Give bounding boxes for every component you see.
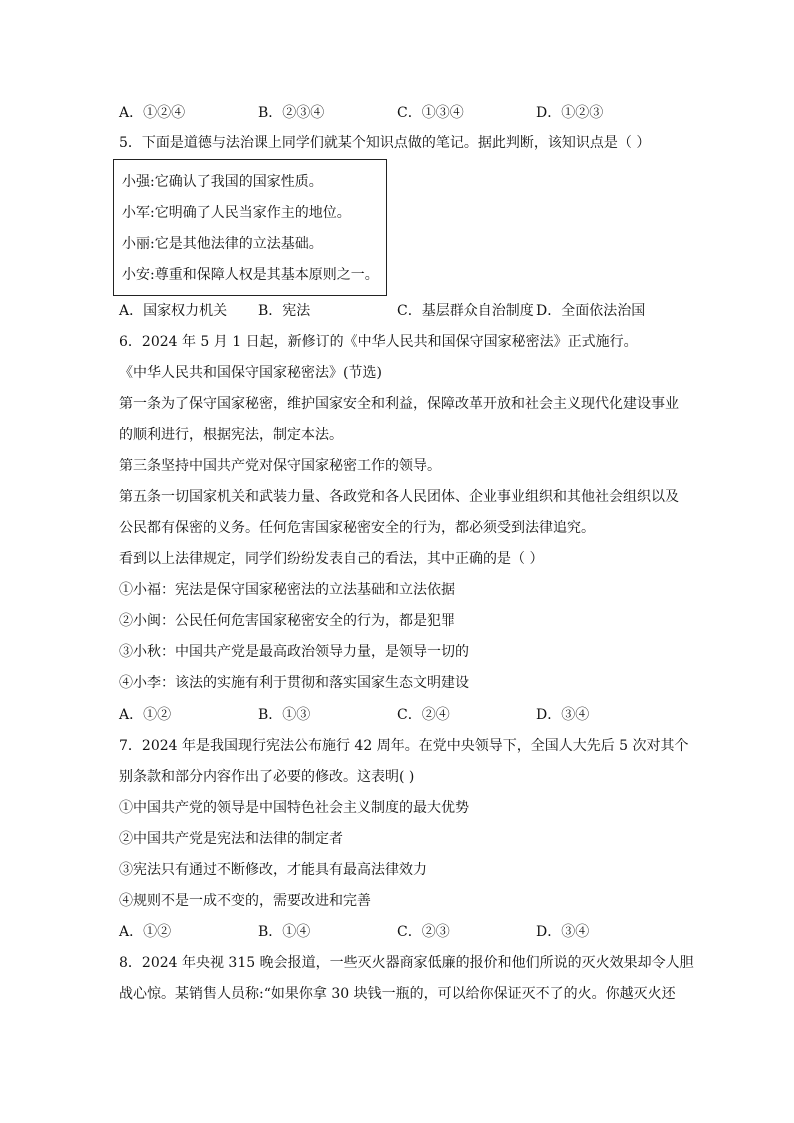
q5-note: 小强:它确认了我国的国家性质。: [122, 174, 323, 190]
q6-line: 公民都有保密的义务。任何危害国家秘密安全的行为，都必须受到法律追究。: [119, 520, 595, 536]
q6-line: 看到以上法律规定，同学们纷纷发表自己的看法，其中正确的是（ ）: [119, 551, 544, 567]
q6-option-d: D．③④: [536, 707, 590, 723]
q7-options: [119, 922, 679, 942]
q5-note: 小丽:它是其他法律的立法基础。: [122, 236, 323, 252]
q8-stem: 8．2024 年央视 315 晚会报道，一些灭火器商家低廉的报价和他们所说的灭火效果却令人胆: [119, 955, 694, 971]
q5-options: [119, 301, 679, 321]
q5-option-b: B．宪法: [258, 303, 311, 319]
q6-line: 第五条一切国家机关和武装力量、各政党和各人民团体、企业事业组织和其他社会组织以及: [119, 489, 679, 505]
q6-options: [119, 705, 679, 725]
q6-option-a: A．①②: [119, 707, 172, 723]
q6-line: 第三条坚持中国共产党对保守国家秘密工作的领导。: [119, 458, 441, 474]
q6-statement: ①小福：宪法是保守国家秘密法的立法基础和立法依据: [119, 582, 455, 598]
q7-statement: ②中国共产党是宪法和法律的制定者: [119, 831, 343, 847]
q7-stem: 7．2024 年是我国现行宪法公布施行 42 周年。在党中央领导下，全国人大先后 5 次对其个: [119, 738, 689, 754]
q7-option-c: C．②③: [397, 924, 450, 940]
q7-stem-cont: 别条款和部分内容作出了必要的修改。这表明( ): [119, 769, 415, 785]
q5-stem: 5．下面是道德与法治课上同学们就某个知识点做的笔记。据此判断，该知识点是（ ）: [119, 135, 651, 151]
q7-option-b: B．①④: [258, 924, 311, 940]
q6-line: 《中华人民共和国保守国家秘密法》(节选): [119, 365, 382, 381]
q4-options: [119, 103, 679, 123]
q4-option-b: B．②③④: [258, 105, 325, 121]
q7-option-a: A．①②: [119, 924, 172, 940]
q4-option-d: D．①②③: [536, 105, 604, 121]
q7-option-d: D．③④: [536, 924, 590, 940]
q7-statement: ③宪法只有通过不断修改，才能具有最高法律效力: [119, 862, 427, 878]
q7-statement: ①中国共产党的领导是中国特色社会主义制度的最大优势: [119, 800, 469, 816]
q4-option-c: C．①③④: [397, 105, 464, 121]
q5-option-d: D．全面依法治国: [536, 303, 646, 319]
q4-option-a: A．①②④: [119, 105, 186, 121]
q6-line: 的顺利进行，根据宪法，制定本法。: [119, 427, 343, 443]
q6-option-b: B．①③: [258, 707, 311, 723]
q5-note: 小军:它明确了人民当家作主的地位。: [122, 205, 351, 221]
q6-statement: ②小闽：公民任何危害国家秘密安全的行为，都是犯罪: [119, 613, 455, 629]
q5-option-c: C．基层群众自治制度: [397, 303, 534, 319]
q8-stem-cont: 战心惊。某销售人员称:“如果你拿 30 块钱一瓶的，可以给你保证灭不了的火。你越灭火还: [119, 986, 676, 1002]
q6-statement: ③小秋：中国共产党是最高政治领导力量，是领导一切的: [119, 644, 469, 660]
q5-option-a: A．国家权力机关: [119, 303, 228, 319]
q6-option-c: C．②④: [397, 707, 450, 723]
q5-notes-box: [113, 159, 387, 296]
q6-stem: 6．2024 年 5 月 1 日起，新修订的《中华人民共和国保守国家秘密法》正式施行。: [119, 334, 638, 350]
q7-statement: ④规则不是一成不变的，需要改进和完善: [119, 893, 371, 909]
q6-statement: ④小李：该法的实施有利于贯彻和落实国家生态文明建设: [119, 675, 469, 691]
q5-note: 小安:尊重和保障人权是其基本原则之一。: [122, 267, 379, 283]
q6-line: 第一条为了保守国家秘密，维护国家安全和利益，保障改革开放和社会主义现代化建设事业: [119, 396, 679, 412]
